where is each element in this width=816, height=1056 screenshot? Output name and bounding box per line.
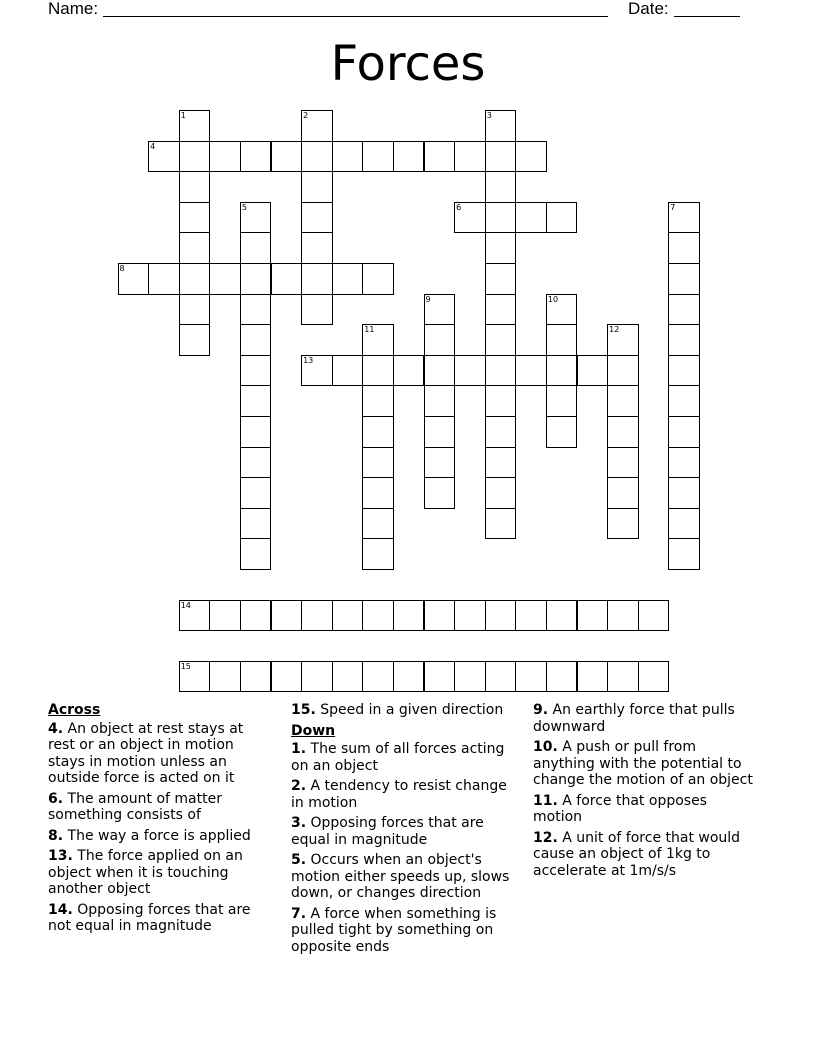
grid-cell[interactable] <box>362 538 394 570</box>
clue-number: 10 <box>547 294 559 304</box>
grid-cell[interactable] <box>577 355 609 387</box>
grid-cell[interactable] <box>546 385 578 417</box>
grid-cell[interactable] <box>485 263 517 295</box>
grid-cell[interactable] <box>424 141 456 173</box>
grid-cell[interactable] <box>301 171 333 203</box>
clue-item-text: Speed in a given direction <box>315 702 504 718</box>
clue-item <box>291 815 516 848</box>
clue-item-text: The way a force is applied <box>63 827 251 844</box>
grid-cell[interactable] <box>148 263 180 295</box>
clue-number: 13 <box>303 355 314 365</box>
grid-cell[interactable] <box>179 202 211 234</box>
grid-cell[interactable] <box>271 263 303 295</box>
grid-cell[interactable] <box>301 232 333 264</box>
grid-cell[interactable] <box>668 447 700 479</box>
clue-heading-down: Down <box>291 722 336 739</box>
grid-cell[interactable] <box>668 232 700 264</box>
clues-column-3 <box>533 702 758 883</box>
grid-cell[interactable] <box>485 171 517 203</box>
grid-cell[interactable] <box>332 600 364 632</box>
grid-cell[interactable] <box>454 141 486 173</box>
grid-cell[interactable] <box>301 110 333 142</box>
clue-item-text: A push or pull from anything with the potential to change the motion of an object <box>533 739 753 788</box>
grid-cell[interactable] <box>668 324 700 356</box>
grid-cell[interactable] <box>209 263 241 295</box>
name-label: Name: <box>48 0 99 18</box>
grid-cell[interactable] <box>148 141 180 173</box>
grid-cell[interactable] <box>240 600 272 632</box>
grid-cell[interactable] <box>546 324 578 356</box>
grid-cell[interactable] <box>179 110 211 142</box>
grid-cell[interactable] <box>393 661 425 693</box>
grid-cell[interactable] <box>271 600 303 632</box>
grid-cell[interactable] <box>515 600 547 632</box>
clue-item <box>533 830 758 880</box>
date-label: Date: <box>628 0 669 18</box>
clue-number: 5 <box>241 202 247 212</box>
grid-cell[interactable] <box>362 447 394 479</box>
grid-cell[interactable] <box>607 324 639 356</box>
clue-item-number: 15. <box>291 702 316 718</box>
grid-cell[interactable] <box>607 416 639 448</box>
grid-cell[interactable] <box>454 202 486 234</box>
grid-cell[interactable] <box>179 171 211 203</box>
grid-cell[interactable] <box>332 263 364 295</box>
grid-cell[interactable] <box>393 600 425 632</box>
grid-cell[interactable] <box>301 355 333 387</box>
grid-cell[interactable] <box>179 294 211 326</box>
grid-cell[interactable] <box>546 202 578 234</box>
clue-item-text: The amount of matter something consists of <box>48 790 222 823</box>
grid-cell[interactable] <box>485 416 517 448</box>
grid-cell[interactable] <box>668 202 700 234</box>
grid-cell[interactable] <box>332 355 364 387</box>
grid-cell[interactable] <box>209 141 241 173</box>
clue-number: 4 <box>150 141 156 151</box>
clue-item-number: 9. <box>533 702 549 718</box>
grid-cell[interactable] <box>362 324 394 356</box>
grid-cell[interactable] <box>424 661 456 693</box>
grid-cell[interactable] <box>301 263 333 295</box>
grid-cell[interactable] <box>301 141 333 173</box>
grid-cell[interactable] <box>179 232 211 264</box>
grid-cell[interactable] <box>362 385 394 417</box>
grid-cell[interactable] <box>118 263 150 295</box>
grid-cell[interactable] <box>424 477 456 509</box>
grid-cell[interactable] <box>179 141 211 173</box>
grid-cell[interactable] <box>668 508 700 540</box>
grid-cell[interactable] <box>668 538 700 570</box>
clue-item-text: An object at rest stays at rest or an object in motion stays in motion unless an outside force is acted on it <box>48 720 244 786</box>
grid-cell[interactable] <box>485 477 517 509</box>
grid-cell[interactable] <box>240 538 272 570</box>
grid-cell[interactable] <box>209 661 241 693</box>
grid-cell[interactable] <box>179 324 211 356</box>
clue-item-number: 1. <box>291 741 307 757</box>
clues-column-1 <box>48 702 273 939</box>
grid-cell[interactable] <box>301 600 333 632</box>
clue-item-number: 5. <box>291 852 307 868</box>
grid-cell[interactable] <box>668 294 700 326</box>
grid-cell[interactable] <box>362 355 394 387</box>
clue-number: 7 <box>670 202 676 212</box>
clue-item <box>48 902 273 935</box>
clue-item <box>533 793 758 826</box>
grid-cell[interactable] <box>393 141 425 173</box>
clue-item-number: 8. <box>48 827 64 844</box>
grid-cell[interactable] <box>424 355 456 387</box>
grid-cell[interactable] <box>240 385 272 417</box>
grid-cell[interactable] <box>546 661 578 693</box>
clue-item-number: 13. <box>48 848 73 864</box>
grid-cell[interactable] <box>515 202 547 234</box>
clue-item-number: 10. <box>533 739 558 755</box>
grid-cell[interactable] <box>362 263 394 295</box>
grid-cell[interactable] <box>485 600 517 632</box>
grid-cell[interactable] <box>424 385 456 417</box>
grid-cell[interactable] <box>240 324 272 356</box>
grid-cell[interactable] <box>240 141 272 173</box>
grid-cell[interactable] <box>271 141 303 173</box>
clue-item-number: 12. <box>533 829 558 846</box>
clue-item <box>291 741 516 774</box>
clue-number: 9 <box>425 294 431 304</box>
grid-cell[interactable] <box>607 600 639 632</box>
clue-item <box>48 848 273 898</box>
grid-cell[interactable] <box>607 661 639 693</box>
clues-column-2 <box>291 702 516 959</box>
grid-cell[interactable] <box>240 263 272 295</box>
grid-cell[interactable] <box>607 385 639 417</box>
grid-cell[interactable] <box>515 141 547 173</box>
grid-cell[interactable] <box>209 600 241 632</box>
grid-cell[interactable] <box>668 416 700 448</box>
clue-heading-across: Across <box>48 702 101 718</box>
clue-item-number: 3. <box>291 815 307 831</box>
clue-item-number: 4. <box>48 720 64 737</box>
clue-number: 6 <box>456 202 462 212</box>
clue-item-number: 2. <box>291 778 307 794</box>
grid-cell[interactable] <box>362 141 394 173</box>
clue-number: 1 <box>180 111 186 120</box>
grid-cell[interactable] <box>332 661 364 693</box>
grid-cell[interactable] <box>546 416 578 448</box>
grid-cell[interactable] <box>485 110 517 142</box>
grid-cell[interactable] <box>240 447 272 479</box>
grid-cell[interactable] <box>546 355 578 387</box>
clue-number: 14 <box>180 600 191 610</box>
grid-cell[interactable] <box>424 600 456 632</box>
grid-cell[interactable] <box>240 508 272 540</box>
clue-number: 2 <box>303 111 309 120</box>
clue-item-number: 14. <box>48 901 73 918</box>
grid-cell[interactable] <box>485 355 517 387</box>
clue-item-text: Opposing forces that are not equal in magnitude <box>48 901 251 934</box>
grid-cell[interactable] <box>179 263 211 295</box>
grid-cell[interactable] <box>577 661 609 693</box>
grid-cell[interactable] <box>301 294 333 326</box>
grid-cell[interactable] <box>485 202 517 234</box>
clue-item-text: An earthly force that pulls downward <box>533 702 735 735</box>
grid-cell[interactable] <box>454 661 486 693</box>
clue-item <box>48 828 273 845</box>
grid-cell[interactable] <box>271 661 303 693</box>
clue-item <box>291 906 516 956</box>
grid-cell[interactable] <box>424 324 456 356</box>
grid-cell[interactable] <box>240 661 272 693</box>
grid-cell[interactable] <box>179 661 211 693</box>
grid-cell[interactable] <box>485 141 517 173</box>
grid-cell[interactable] <box>424 447 456 479</box>
clue-item <box>533 739 758 789</box>
grid-cell[interactable] <box>240 232 272 264</box>
clue-item <box>291 702 516 719</box>
grid-cell[interactable] <box>638 661 670 693</box>
grid-cell[interactable] <box>668 385 700 417</box>
clue-item-number: 7. <box>291 905 307 922</box>
grid-cell[interactable] <box>454 600 486 632</box>
grid-cell[interactable] <box>607 447 639 479</box>
clue-item <box>48 721 273 787</box>
grid-cell[interactable] <box>577 600 609 632</box>
grid-cell[interactable] <box>301 661 333 693</box>
grid-cell[interactable] <box>607 508 639 540</box>
grid-cell[interactable] <box>668 355 700 387</box>
grid-cell[interactable] <box>485 232 517 264</box>
clue-number: 11 <box>364 325 375 335</box>
grid-cell[interactable] <box>546 600 578 632</box>
puzzle-title: Forces <box>330 36 486 92</box>
clue-item <box>48 791 273 824</box>
clue-item-text: A force when something is pulled tight by something on opposite ends <box>291 905 497 955</box>
grid-cell[interactable] <box>515 661 547 693</box>
grid-cell[interactable] <box>485 447 517 479</box>
grid-cell[interactable] <box>362 477 394 509</box>
clue-item-text: The force applied on an object when it is touching another object <box>48 848 243 897</box>
clue-number: 8 <box>119 264 125 273</box>
clue-item-text: Opposing forces that are equal in magnitude <box>291 815 484 848</box>
clue-item <box>533 702 758 735</box>
grid-cell[interactable] <box>638 600 670 632</box>
grid-cell[interactable] <box>607 355 639 387</box>
grid-cell[interactable] <box>362 661 394 693</box>
grid-cell[interactable] <box>362 600 394 632</box>
grid-cell[interactable] <box>607 477 639 509</box>
grid-cell[interactable] <box>485 294 517 326</box>
grid-cell[interactable] <box>240 202 272 234</box>
grid-cell[interactable] <box>362 508 394 540</box>
grid-cell[interactable] <box>424 294 456 326</box>
clue-item <box>291 778 516 811</box>
grid-cell[interactable] <box>485 385 517 417</box>
grid-cell[interactable] <box>515 355 547 387</box>
grid-cell[interactable] <box>424 416 456 448</box>
grid-cell[interactable] <box>546 294 578 326</box>
clue-item-text: A tendency to resist change in motion <box>291 778 507 811</box>
grid-cell[interactable] <box>240 294 272 326</box>
grid-cell[interactable] <box>668 263 700 295</box>
grid-cell[interactable] <box>240 355 272 387</box>
grid-cell[interactable] <box>240 416 272 448</box>
grid-cell[interactable] <box>301 202 333 234</box>
clue-item-text: The sum of all forces acting on an object <box>291 741 505 774</box>
clue-item-text: A unit of force that would cause an object of 1kg to accelerate at 1m/s/s <box>533 829 741 879</box>
clue-item <box>291 852 516 902</box>
grid-cell[interactable] <box>485 661 517 693</box>
grid-cell[interactable] <box>454 355 486 387</box>
grid-cell[interactable] <box>240 477 272 509</box>
clue-number: 3 <box>486 111 492 120</box>
grid-cell[interactable] <box>332 141 364 173</box>
grid-cell[interactable] <box>362 416 394 448</box>
grid-cell[interactable] <box>179 600 211 632</box>
clue-item-number: 11. <box>533 792 558 809</box>
clue-item-text: Occurs when an object's motion either speeds up, slows down, or changes direction <box>291 852 510 901</box>
clue-item-text: A force that opposes motion <box>533 792 707 825</box>
grid-cell[interactable] <box>393 355 425 387</box>
grid-cell[interactable] <box>485 324 517 356</box>
grid-cell[interactable] <box>485 508 517 540</box>
grid-cell[interactable] <box>668 477 700 509</box>
clue-number: 12 <box>609 325 620 335</box>
clue-item-number: 6. <box>48 790 64 807</box>
clue-number: 15 <box>180 661 191 671</box>
